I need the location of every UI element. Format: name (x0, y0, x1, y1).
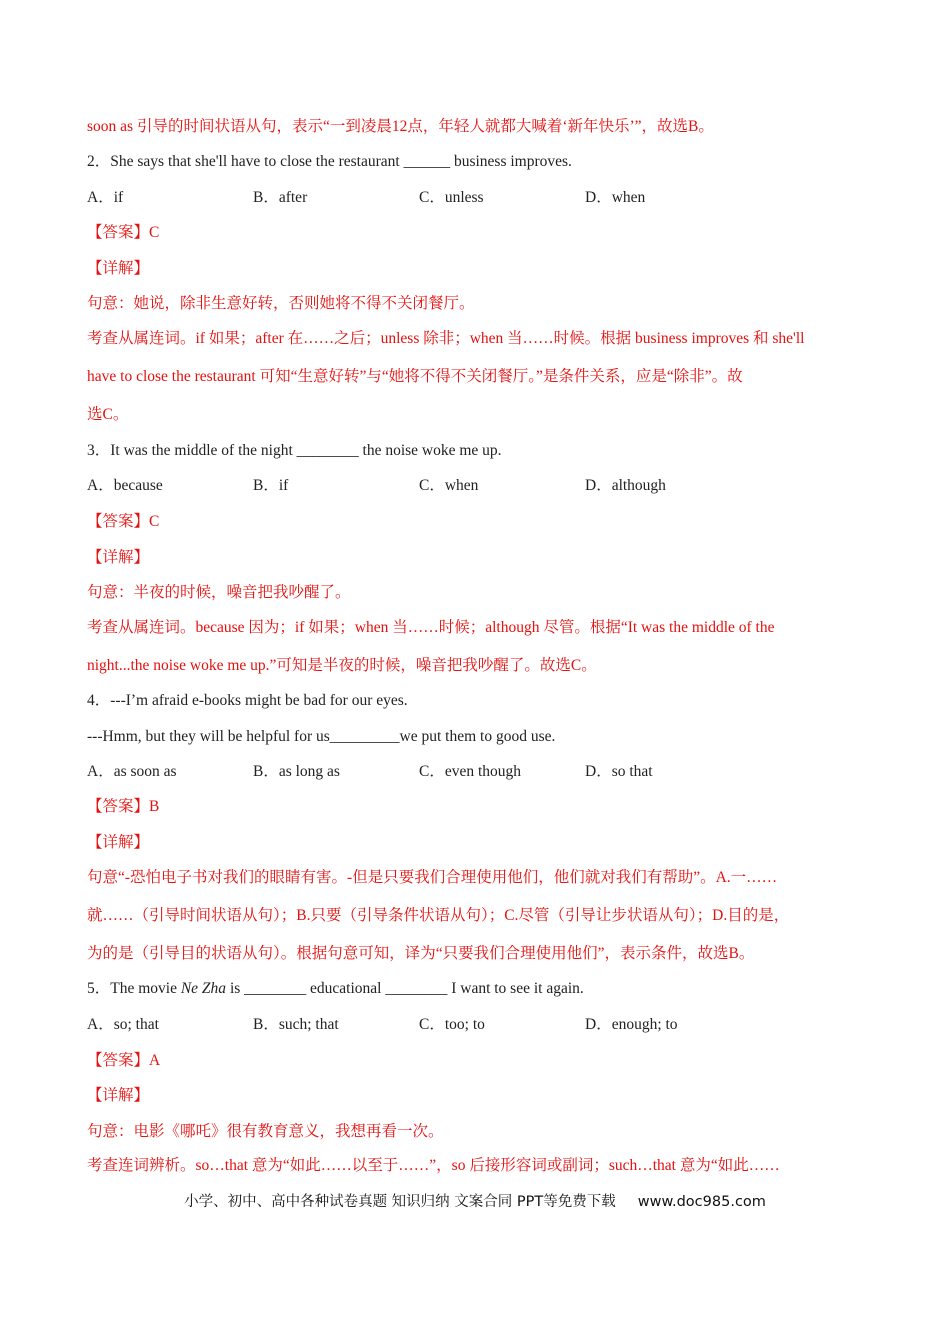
question-2-options (87, 188, 864, 208)
option-d: D．so that (585, 763, 653, 780)
footer-text: 小学、初中、高中各种试卷真题 知识归纳 文案合同 PPT等免费下载 (184, 1194, 616, 1210)
question-4-reply: ---Hmm, but they will be helpful for us_________we put them to good use. (87, 728, 556, 745)
option-c: C．when (419, 477, 479, 494)
explanation-text: 就……（引导时间状语从句）；B.只要（引导条件状语从句）；C.尽管（引导让步状语从句）；D.目的是， (87, 907, 790, 924)
question-2: 2．She says that she'll have to close the restaurant ______ business improves. (87, 153, 572, 170)
explanation-text: 考查从属连词。because 因为；if 如果；when 当……时候；although 尽管。根据“It was the middle of the (87, 619, 775, 636)
option-c: C．unless (419, 189, 484, 206)
explanation-text: 句意：半夜的时候，噪音把我吵醒了。 (87, 584, 351, 601)
option-b: B．if (253, 477, 289, 494)
explanation-text: 考查从属连词。if 如果；after 在……之后；unless 除非；when 当……时候。根据 business improves 和 she'll (87, 330, 805, 347)
option-a: A．if (87, 189, 124, 206)
explanation-text: 句意：电影《哪吒》很有教育意义，我想再看一次。 (87, 1123, 444, 1140)
explanation-text: soon as 引导的时间状语从句，表示“一到凌晨12点，年轻人就都大喊着‘新年快乐’”，故选B。 (87, 118, 714, 135)
footer-url[interactable]: www.doc985.com (637, 1194, 766, 1210)
movie-title: Ne Zha (180, 980, 227, 997)
option-a: A．so; that (87, 1016, 159, 1033)
option-b: B．as long as (253, 763, 340, 780)
explanation-text: 句意：她说，除非生意好转，否则她将不得不关闭餐厅。 (87, 295, 475, 312)
option-d: D．when (585, 189, 646, 206)
question-3-options (87, 476, 864, 496)
answer-label: 【答案】C (87, 513, 160, 530)
question-4: 4．---I’m afraid e-books might be bad for our eyes. (87, 692, 408, 709)
question-4-options (87, 762, 864, 782)
answer-label: 【答案】A (87, 1052, 161, 1069)
option-c: C．too; to (419, 1016, 485, 1033)
option-d: D．although (585, 477, 666, 494)
question-3: 3．It was the middle of the night ________ the noise woke me up. (87, 442, 502, 459)
explanation-text: 选C。 (87, 406, 129, 423)
detail-label: 【详解】 (87, 834, 150, 851)
detail-label: 【详解】 (87, 260, 150, 277)
option-a: A．as soon as (87, 763, 177, 780)
explanation-text: have to close the restaurant 可知“生意好转”与“她将不得不关闭餐厅。”是条件关系，应是“除非”。故 (87, 368, 743, 385)
question-5-options (87, 1015, 864, 1035)
option-b: B．after (253, 189, 308, 206)
option-b: B．such; that (253, 1016, 339, 1033)
page-footer (0, 1190, 950, 1211)
explanation-text: 为的是（引导目的状语从句）。根据句意可知，译为“只要我们合理使用他们”，表示条件，故选B。 (87, 945, 755, 962)
explanation-text: 句意“-恐怕电子书对我们的眼睛有害。-但是只要我们合理使用他们，他们就对我们有帮助”。A.一…… (87, 869, 778, 886)
option-a: A．because (87, 477, 163, 494)
explanation-text: night...the noise woke me up.”可知是半夜的时候，噪音把我吵醒了。故选C。 (87, 657, 597, 674)
option-c: C．even though (419, 763, 522, 780)
option-d: D．enough; to (585, 1016, 678, 1033)
explanation-text: 考查连词辨析。so…that 意为“如此……以至于……”，so 后接形容词或副词；such…that 意为“如此…… (87, 1157, 780, 1174)
answer-label: 【答案】C (87, 224, 160, 241)
answer-label: 【答案】B (87, 798, 160, 815)
detail-label: 【详解】 (87, 549, 150, 566)
detail-label: 【详解】 (87, 1087, 150, 1104)
question-5: 5．The movie Ne Zha is ________ educational ________ I want to see it again. (87, 980, 584, 997)
